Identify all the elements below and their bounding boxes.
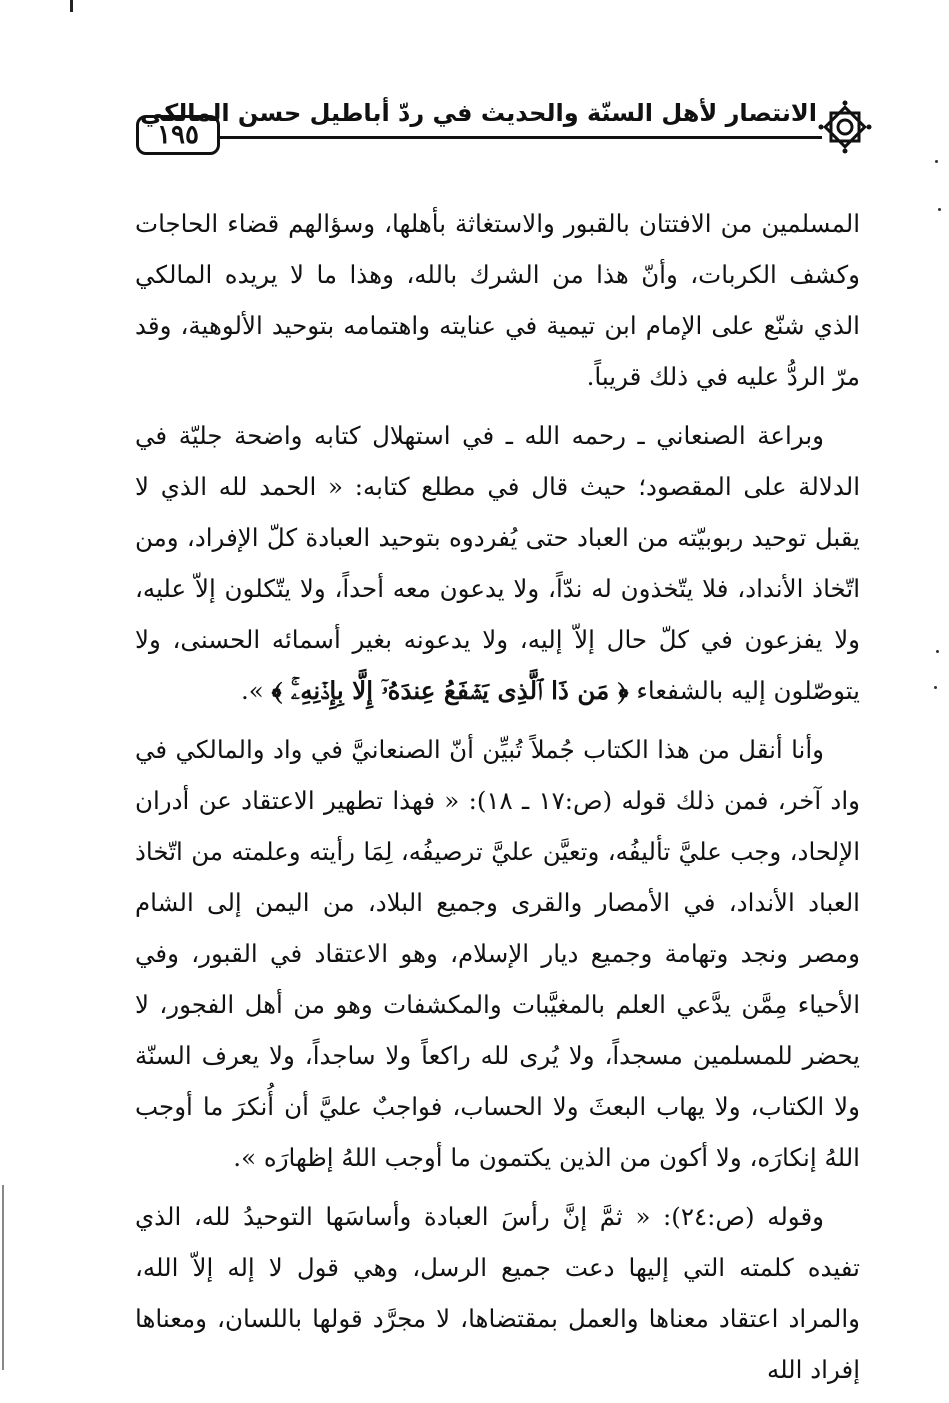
paragraph: المسلمين من الافتتان بالقبور والاستغاثة بأهلها، وسؤالهم قضاء الحاجات وكشف الكربات، وأنّ هذا من الشرك بالله، وهذا ما لا يريده المالكي الذي شنّع على الإمام ابن تيمية في عنايته واهتمامه بتوحيد الألوهية، وقد مرّ الردُّ عليه في ذلك قريباً. <box>135 209 860 391</box>
scan-speck <box>934 686 937 689</box>
paragraph: وأنا أنقل من هذا الكتاب جُملاً تُبيِّن أنّ الصنعانيَّ في واد والمالكي في واد آخر، فمن ذلك قوله (ص:١٧ ـ ١٨): « فهذا تطهير الاعتقاد عن أدران الإلحاد، وجب عليَّ تأليفُه، وتعيَّن عليَّ ترصيفُه، لِمَا رأيته وعلمته من اتّخاذ العباد الأنداد، في الأمصار والقرى وجميع البلاد، من اليمن إلى الشام ومصر ونجد وتهامة وجميع ديار الإسلام، وهو الاعتقاد في القبور، وفي الأحياء مِمَّن يدَّعي العلم بالمغيَّبات والمكشفات وهو من أهل الفجور، لا يحضر للمسلمين مسجداً، ولا يُرى لله راكعاً ولا ساجداً، ولا يعرف السنّة ولا الكتاب، ولا يهاب البعثَ ولا الحساب، فواجبٌ عليَّ أن أُنكرَ ما أوجب اللهُ إنكارَه، ولا أكون من الذين يكتمون ما أوجب اللهُ إظهارَه ». <box>135 735 860 1172</box>
running-title: الانتصار لأهل السنّة والحديث في ردّ أباطيل حسن المالكي <box>139 99 817 127</box>
main-text <box>135 198 860 1403</box>
quran-verse: ﴿ مَن ذَا ٱلَّذِى يَشۡفَعُ عِندَهُۥٓ إِلَّا بِإِذۡنِهِۦۚ ﴾ <box>271 676 629 705</box>
paragraph-text: وبراعة الصنعاني ـ رحمه الله ـ في استهلال كتابه واضحة جليّة في الدلالة على المقصود؛ حيث قال في مطلع كتابه: « الحمد لله الذي لا يقبل توحيد ربوبيّته من العباد حتى يُفردوه بتوحيد العبادة كلّ الإفراد، ومن اتّخاذ الأنداد، فلا يتّخذون له ندّاً، ولا يدعون معه أحداً، ولا يتّكلون إلاّ عليه، ولا يفزعون في كلّ حال إلاّ إليه، ولا يدعونه بغير أسمائه الحسنى، ولا يتوصّلون إليه بالشفعاء <box>135 421 860 705</box>
scan-edge-mark <box>70 0 73 12</box>
page-header <box>132 95 877 165</box>
star-ornament-icon <box>817 99 873 155</box>
scan-speck <box>938 208 941 211</box>
quote-close: ». <box>240 676 264 705</box>
page-number: ١٩٥ <box>136 115 220 155</box>
header-rule <box>220 136 822 139</box>
scan-speck <box>936 650 939 653</box>
paragraph: وقوله (ص:٢٤): « ثمَّ إنَّ رأسَ العبادة وأساسَها التوحيدُ لله، الذي تفيده كلمته التي إليها دعت جميع الرسل، وهي قول لا إله إلاّ الله، والمراد اعتقاد معناها والعمل بمقتضاها، لا مجرَّد قولها باللسان، ومعناها إفراد الله <box>135 1202 860 1384</box>
paragraph <box>135 410 860 716</box>
scan-speck <box>935 160 938 163</box>
scan-edge-mark <box>2 1185 4 1370</box>
